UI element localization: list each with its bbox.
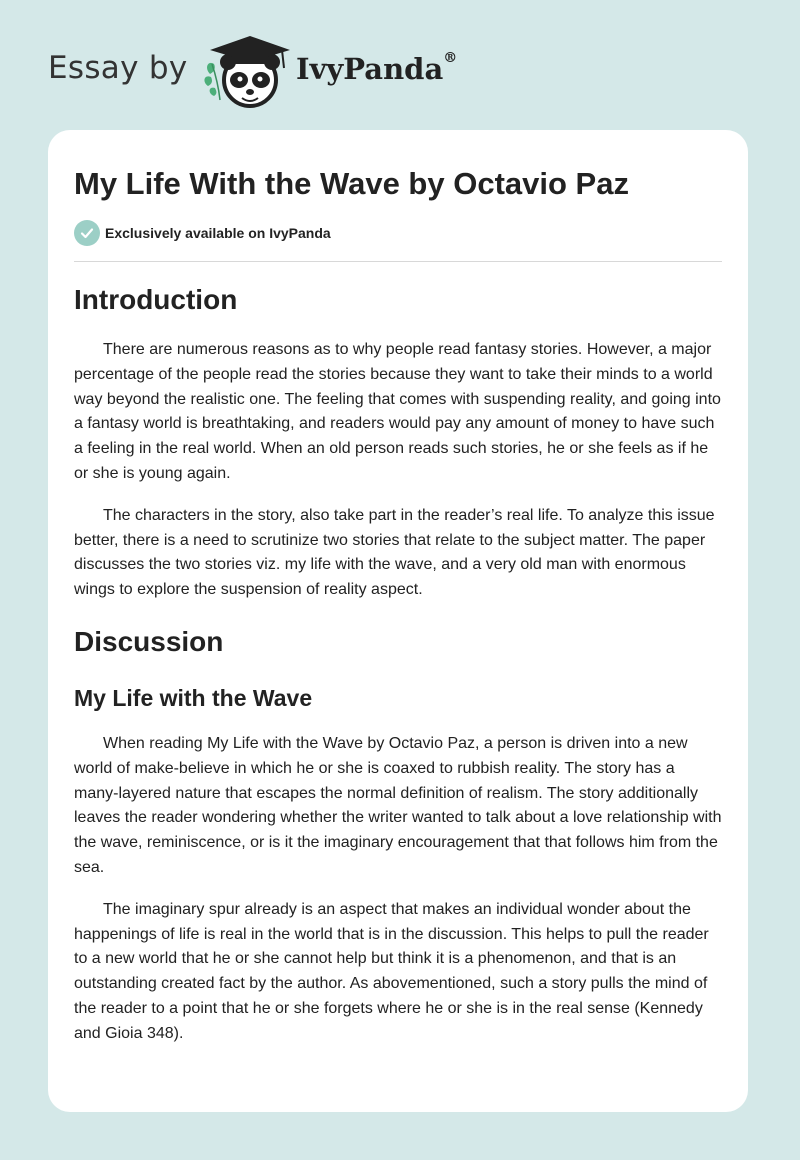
paragraph: There are numerous reasons as to why people read fantasy stories. However, a major percentage of the people read the stories because they want to take their minds to a world way beyond the realistic one. The feeling that comes with suspending reality, and going into a fantasy world is breathtaking, and readers would pay any amount of money to have such a feeling in the real world. When an old person reads such stories, he or she feels as if he or she is young again. <box>74 341 721 482</box>
essay-by-label: Essay by <box>48 50 188 86</box>
section-heading-discussion: Discussion <box>74 625 224 657</box>
check-icon <box>74 220 100 246</box>
registered-mark: ® <box>443 50 458 66</box>
paragraph: The characters in the story, also take part in the reader’s real life. To analyze this issue better, there is a need to scrutinize two stories that relate to the subject matter. The paper discusses the two stories viz. my life with the wave, and a very old man with enormous wings to explore the suspension of reality aspect. <box>74 506 715 599</box>
subsection-heading: My Life with the Wave <box>74 684 313 711</box>
paragraph: The imaginary spur already is an aspect that makes an individual wonder about the happenings of life is real in the world that is in the discussion. This helps to pull the reader to a new world that he or she cannot help but think it is a phenomenon, and that is an outstanding created fact by the author. As abovementioned, such a story pulls the mind of the reader to a point that he or she forgets where he or she is in the real sense (Kennedy and Gioia 348). <box>74 900 709 1042</box>
exclusive-badge-text: Exclusively available on IvyPanda <box>105 225 331 241</box>
panda-logo-icon[interactable] <box>200 34 290 110</box>
brand-name[interactable]: IvyPanda® <box>296 50 458 86</box>
exclusive-badge <box>74 220 331 246</box>
article-body <box>74 280 722 1047</box>
article-card <box>48 130 748 1112</box>
title-divider <box>74 261 722 262</box>
site-header <box>48 34 548 114</box>
paragraph: When reading My Life with the Wave by Octavio Paz, a person is driven into a new world of make-believe in which he or she is coaxed to rubbish reality. The story has a many-layered nature that escapes the normal definition of realism. The story additionally leaves the reader wondering whether the writer wanted to talk about a love relationship with the wave, reminiscence, or is it the imaginary encouragement that that follows him from the sea. <box>74 734 722 876</box>
article-title: My Life With the Wave by Octavio Paz <box>74 166 629 201</box>
section-heading-introduction: Introduction <box>74 284 238 315</box>
